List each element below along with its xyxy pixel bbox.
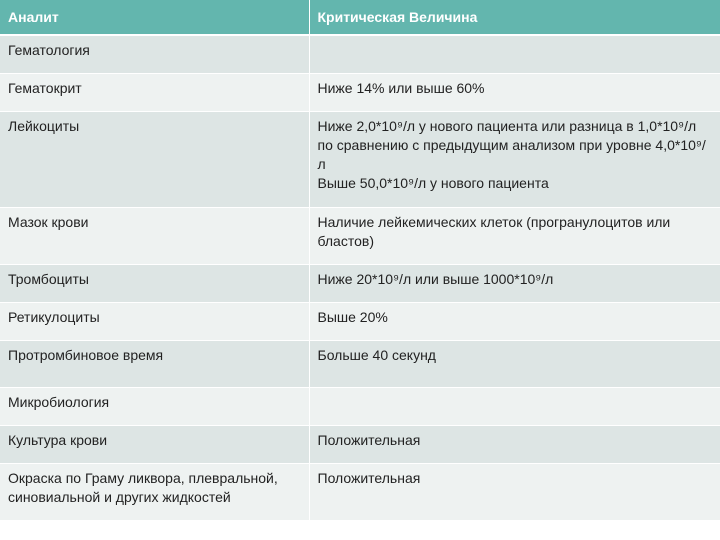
critical-value-line: Выше 50,0*10⁹/л у нового пациента (317, 174, 549, 191)
critical-value-cell (309, 340, 720, 387)
critical-value-line: Ниже 14% или выше 60% (317, 79, 485, 96)
analyte-cell: Протромбиновое время (0, 340, 309, 387)
critical-value-cell (309, 111, 720, 207)
analyte-cell: Микробиология (0, 387, 309, 425)
table-row (0, 463, 720, 520)
critical-value-line: Положительная (317, 431, 421, 448)
critical-value-line: Выше 20% (317, 308, 388, 325)
critical-value-cell (309, 264, 720, 302)
critical-value-line: Ниже 20*10⁹/л или выше 1000*10⁹/л (317, 270, 554, 287)
table-row (0, 340, 720, 387)
critical-value-cell (309, 73, 720, 111)
critical-value-cell (309, 207, 720, 264)
analyte-cell: Культура крови (0, 425, 309, 463)
table-row (0, 302, 720, 340)
analyte-cell: Тромбоциты (0, 264, 309, 302)
table-row (0, 425, 720, 463)
critical-value-cell (309, 425, 720, 463)
analyte-cell: Ретикулоциты (0, 302, 309, 340)
header-row (0, 0, 720, 35)
critical-value-cell (309, 35, 720, 73)
critical-value-cell (309, 302, 720, 340)
critical-value-line: Ниже 2,0*10⁹/л у нового пациента или разница в 1,0*10⁹/л по сравнению с предыдущим анализом при уровне 4,0*10⁹/л (317, 117, 706, 172)
critical-value-line: Наличие лейкемических клеток (програнулоцитов или бластов) (317, 213, 671, 249)
table-row (0, 35, 720, 73)
table-row (0, 73, 720, 111)
analyte-cell: Гематология (0, 35, 309, 73)
analyte-cell: Лейкоциты (0, 111, 309, 207)
header-critical-value: Критическая Величина (309, 0, 720, 35)
critical-value-cell (309, 387, 720, 425)
table-row (0, 207, 720, 264)
analyte-cell: Мазок крови (0, 207, 309, 264)
critical-value-line: Больше 40 секунд (317, 346, 436, 363)
table-row (0, 111, 720, 207)
critical-value-line: Положительная (317, 469, 421, 486)
critical-value-cell (309, 463, 720, 520)
analyte-cell: Гематокрит (0, 73, 309, 111)
table-row (0, 387, 720, 425)
table-row (0, 264, 720, 302)
analyte-cell: Окраска по Граму ликвора, плевральной, синовиальной и других жидкостей (0, 463, 309, 520)
header-analyte: Аналит (0, 0, 309, 35)
table-body (0, 35, 720, 520)
